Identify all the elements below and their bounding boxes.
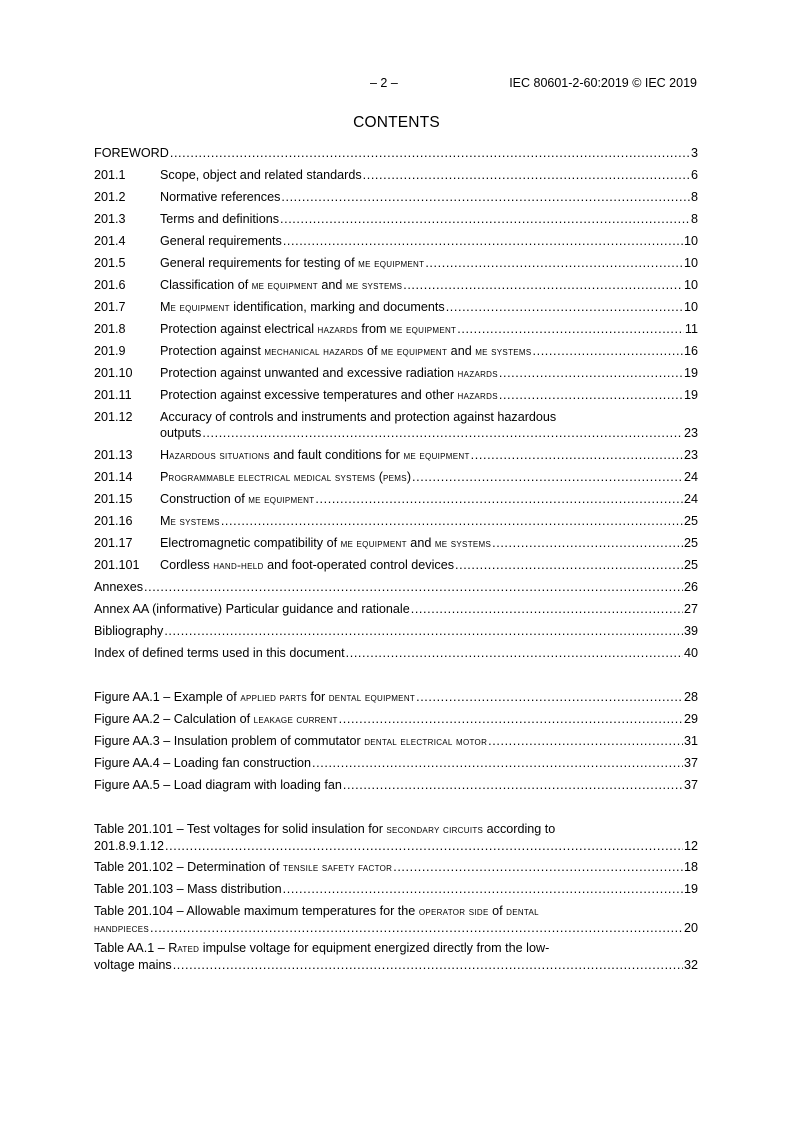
toc-entry-figure[interactable] bbox=[94, 711, 698, 728]
entry-text: identification, marking and documents bbox=[229, 300, 445, 314]
toc-entry-clause[interactable] bbox=[94, 211, 698, 227]
clause-number: 201.16 bbox=[94, 514, 133, 528]
entry-text: Annex AA (informative) Particular guidance and rationale bbox=[94, 602, 410, 616]
entry-text: M bbox=[160, 514, 171, 528]
entry-text: and fault conditions for bbox=[269, 448, 404, 462]
entry-text: and bbox=[317, 278, 346, 292]
entry-text: ) bbox=[406, 470, 412, 484]
dot-leader bbox=[281, 189, 690, 205]
page-reference: 10 bbox=[683, 278, 698, 292]
toc-entry-table[interactable] bbox=[94, 903, 698, 937]
toc-entry-clause[interactable] bbox=[94, 409, 698, 441]
page-reference: 16 bbox=[683, 344, 698, 358]
entry-text: Construction of bbox=[160, 492, 249, 506]
dot-leader bbox=[471, 447, 683, 463]
entry-text: from bbox=[357, 322, 391, 336]
defined-term: azardous situations bbox=[169, 450, 270, 462]
entry-text: General requirements bbox=[160, 234, 282, 248]
defined-term: ated bbox=[177, 943, 200, 955]
toc-entry-clause[interactable] bbox=[94, 557, 698, 574]
entry-text: P bbox=[160, 470, 169, 484]
dot-leader bbox=[446, 299, 683, 315]
toc-entry-line bbox=[94, 733, 698, 750]
entry-text: Normative references bbox=[160, 190, 281, 204]
defined-term: hazards bbox=[457, 368, 498, 380]
entry-title bbox=[160, 491, 314, 508]
dot-leader bbox=[283, 881, 683, 897]
toc-entry-line bbox=[94, 365, 698, 382]
toc-entry-clause[interactable] bbox=[94, 491, 698, 508]
page-reference: 23 bbox=[683, 448, 698, 462]
clause-number: 201.10 bbox=[94, 366, 133, 380]
clause-number: 201.15 bbox=[94, 492, 133, 506]
page-reference: 37 bbox=[683, 778, 698, 792]
entry-title bbox=[94, 645, 345, 661]
dot-leader bbox=[283, 233, 683, 249]
entry-title bbox=[160, 189, 280, 205]
toc-entry-back-matter[interactable] bbox=[94, 623, 698, 639]
toc-entry-line bbox=[94, 469, 698, 486]
entry-text: ( bbox=[375, 470, 383, 484]
dot-leader bbox=[499, 365, 683, 381]
dot-leader bbox=[488, 733, 683, 749]
toc-entry-line bbox=[94, 777, 698, 793]
page-reference: 28 bbox=[683, 690, 698, 704]
toc-entry-line bbox=[94, 755, 698, 771]
page-reference: 10 bbox=[683, 300, 698, 314]
toc-entry-clause[interactable] bbox=[94, 189, 698, 205]
clause-number: 201.101 bbox=[94, 558, 140, 572]
toc-entry-table[interactable] bbox=[94, 940, 698, 973]
entry-title bbox=[160, 513, 220, 530]
dot-leader bbox=[165, 838, 683, 854]
entry-title bbox=[94, 623, 163, 639]
dot-leader bbox=[411, 601, 683, 617]
toc-entry-clause[interactable] bbox=[94, 255, 698, 272]
entry-text: Figure AA.2 – Calculation of bbox=[94, 712, 254, 726]
defined-term: me equipment bbox=[390, 324, 457, 336]
toc-entry-clause[interactable] bbox=[94, 321, 698, 338]
dot-leader bbox=[202, 425, 683, 441]
entry-text: and foot-operated control devices bbox=[263, 558, 455, 572]
defined-term: leakage current bbox=[253, 714, 338, 726]
defined-term: me systems bbox=[434, 538, 492, 550]
entry-title bbox=[160, 211, 279, 227]
entry-text: impulse voltage for equipment energized directly from the low- bbox=[199, 941, 550, 955]
entry-title bbox=[160, 299, 445, 316]
toc-entry-line bbox=[94, 838, 698, 854]
dot-leader bbox=[164, 623, 683, 639]
entry-text: Table 201.103 – Mass distribution bbox=[94, 882, 282, 896]
toc-entry-line bbox=[94, 601, 698, 617]
entry-text: Table 201.102 – Determination of bbox=[94, 860, 284, 874]
dot-leader bbox=[315, 491, 683, 507]
page-reference: 29 bbox=[683, 712, 698, 726]
toc-entry-clause[interactable] bbox=[94, 513, 698, 530]
toc-entry-line bbox=[94, 579, 698, 595]
entry-text: Protection against electrical bbox=[160, 322, 318, 336]
clause-number: 201.9 bbox=[94, 344, 126, 358]
toc-entry-clause[interactable] bbox=[94, 535, 698, 552]
entry-title bbox=[160, 557, 454, 574]
entry-title bbox=[94, 711, 338, 728]
page-reference: 19 bbox=[683, 882, 698, 896]
toc-entry-line bbox=[94, 689, 698, 706]
toc-entry-line bbox=[94, 425, 698, 441]
entry-title bbox=[94, 859, 392, 876]
defined-term: me systems bbox=[475, 346, 532, 358]
toc-entry-back-matter[interactable] bbox=[94, 579, 698, 595]
defined-term: me equipment bbox=[403, 450, 470, 462]
page-reference: 24 bbox=[683, 492, 698, 506]
page-reference: 6 bbox=[690, 168, 698, 182]
entry-title bbox=[160, 255, 424, 272]
defined-term: me equipment bbox=[248, 494, 315, 506]
clause-number: 201.11 bbox=[94, 388, 132, 402]
entry-title bbox=[160, 233, 282, 249]
toc-entry-line bbox=[94, 920, 698, 937]
clause-number: 201.2 bbox=[94, 190, 126, 204]
defined-term: me equipment bbox=[380, 346, 448, 358]
entry-title bbox=[160, 365, 498, 382]
toc-entry-first-line bbox=[94, 903, 698, 920]
defined-term: hand-held bbox=[213, 560, 264, 572]
dot-leader bbox=[425, 255, 683, 271]
page-reference: 25 bbox=[683, 558, 698, 572]
page-reference: 27 bbox=[683, 602, 698, 616]
dot-leader bbox=[457, 321, 684, 337]
defined-term: me equipment bbox=[251, 280, 318, 292]
toc-entry-line bbox=[94, 557, 698, 574]
dot-leader bbox=[150, 920, 683, 936]
defined-term: mechanical hazards bbox=[264, 346, 364, 358]
toc-entry-figure[interactable] bbox=[94, 755, 698, 771]
entry-title bbox=[94, 755, 311, 771]
entry-title bbox=[94, 838, 164, 854]
toc-entry-clause[interactable] bbox=[94, 277, 698, 294]
entry-text: Protection against bbox=[160, 344, 265, 358]
toc-entry-line bbox=[94, 623, 698, 639]
dot-leader bbox=[363, 167, 690, 183]
page-reference: 19 bbox=[683, 388, 698, 402]
clause-number: 201.4 bbox=[94, 234, 126, 248]
page-number: – 2 – bbox=[370, 76, 398, 90]
toc-entry-figure[interactable] bbox=[94, 777, 698, 793]
toc-entry-line bbox=[94, 881, 698, 897]
toc-entry-line bbox=[94, 321, 698, 338]
entry-text: Classification of bbox=[160, 278, 252, 292]
toc-entry-first-line: Accuracy of controls and instruments and protection against hazardous bbox=[160, 410, 557, 424]
toc-entry-clause[interactable] bbox=[94, 167, 698, 183]
page-reference: 11 bbox=[684, 322, 698, 336]
entry-text: and bbox=[406, 536, 435, 550]
clause-number: 201.12 bbox=[94, 410, 133, 424]
page-reference: 24 bbox=[683, 470, 698, 484]
dot-leader bbox=[343, 777, 683, 793]
toc-entry-clause[interactable] bbox=[94, 387, 698, 404]
defined-term: dental electrical motor bbox=[364, 736, 488, 748]
toc-entry-table[interactable] bbox=[94, 859, 698, 876]
toc-entry-line bbox=[94, 343, 698, 360]
toc-entry-clause[interactable] bbox=[94, 469, 698, 486]
toc-entry-line bbox=[94, 535, 698, 552]
entry-text: of bbox=[488, 904, 507, 918]
defined-term: e equipment bbox=[170, 302, 230, 314]
entry-title bbox=[94, 920, 149, 937]
defined-term: me systems bbox=[345, 280, 403, 292]
toc-entry-table[interactable] bbox=[94, 821, 698, 854]
entry-title bbox=[94, 579, 143, 595]
toc-entry-line bbox=[94, 387, 698, 404]
entry-text: 201.8.9.1.12 bbox=[94, 839, 165, 853]
entry-title bbox=[160, 277, 402, 294]
toc-entry-line bbox=[94, 211, 698, 227]
entry-title bbox=[94, 601, 410, 617]
entry-text: Terms and definitions bbox=[160, 212, 280, 226]
page-reference: 40 bbox=[683, 646, 698, 660]
entry-text: Cordless bbox=[160, 558, 214, 572]
entry-text: Annexes bbox=[94, 580, 144, 594]
entry-text: Electromagnetic compatibility of bbox=[160, 536, 341, 550]
entry-title bbox=[160, 167, 362, 183]
page-reference: 37 bbox=[683, 756, 698, 770]
entry-text: Index of defined terms used in this document bbox=[94, 646, 345, 660]
entry-text: according to bbox=[483, 822, 556, 836]
toc-entry-foreword[interactable] bbox=[94, 145, 698, 161]
page-reference: 8 bbox=[690, 212, 698, 226]
entry-title bbox=[160, 469, 411, 486]
entry-text: Figure AA.3 – Insulation problem of commutator bbox=[94, 734, 365, 748]
entry-title bbox=[160, 321, 456, 338]
defined-term: e systems bbox=[170, 516, 220, 528]
dot-leader bbox=[346, 645, 683, 661]
toc-entry-line bbox=[94, 711, 698, 728]
dot-leader bbox=[499, 387, 683, 403]
toc-entry-line bbox=[94, 255, 698, 272]
entry-title bbox=[160, 447, 470, 464]
entry-title bbox=[94, 689, 415, 706]
entry-text: General requirements for testing of bbox=[160, 256, 359, 270]
page-reference: 10 bbox=[683, 256, 698, 270]
defined-term: dental bbox=[506, 906, 539, 918]
toc-entry-figure[interactable] bbox=[94, 733, 698, 750]
toc-entry-clause[interactable] bbox=[94, 447, 698, 464]
toc-entry-figure[interactable] bbox=[94, 689, 698, 706]
defined-term: pems bbox=[382, 472, 407, 484]
page-reference: 25 bbox=[683, 514, 698, 528]
defined-term: me equipment bbox=[358, 258, 425, 270]
entry-text: Table 201.104 – Allowable maximum temperatures for the bbox=[94, 904, 419, 918]
dot-leader bbox=[455, 557, 683, 573]
defined-term: applied parts bbox=[240, 692, 307, 704]
toc-entry-line bbox=[94, 513, 698, 530]
page-reference: 25 bbox=[683, 536, 698, 550]
dot-leader bbox=[173, 957, 683, 973]
entry-title bbox=[94, 733, 487, 750]
toc-entry-line bbox=[94, 167, 698, 183]
entry-text: Protection against excessive temperatures and other bbox=[160, 388, 458, 402]
defined-term: me equipment bbox=[340, 538, 407, 550]
page-reference: 20 bbox=[683, 921, 698, 935]
page-title: CONTENTS bbox=[353, 114, 440, 131]
page-reference: 32 bbox=[683, 958, 698, 972]
toc-entry-clause[interactable] bbox=[94, 233, 698, 249]
toc-entry-line bbox=[94, 277, 698, 294]
defined-term: dental equipment bbox=[328, 692, 416, 704]
entry-text: Scope, object and related standards bbox=[160, 168, 362, 182]
page-reference: 31 bbox=[683, 734, 698, 748]
toc-entry-clause[interactable] bbox=[94, 343, 698, 360]
clause-number: 201.3 bbox=[94, 212, 126, 226]
dot-leader bbox=[416, 689, 683, 705]
entry-text: Figure AA.5 – Load diagram with loading fan bbox=[94, 778, 342, 792]
toc-entry-line bbox=[94, 299, 698, 316]
toc-entry-line bbox=[94, 447, 698, 464]
dot-leader bbox=[144, 579, 683, 595]
clause-number: 201.13 bbox=[94, 448, 133, 462]
entry-text: Protection against unwanted and excessive radiation bbox=[160, 366, 458, 380]
toc-entry-line bbox=[94, 233, 698, 249]
entry-text: Figure AA.4 – Loading fan construction bbox=[94, 756, 312, 770]
entry-text: and bbox=[447, 344, 476, 358]
page-reference: 3 bbox=[690, 146, 698, 160]
page-reference: 10 bbox=[683, 234, 698, 248]
page-reference: 39 bbox=[683, 624, 698, 638]
entry-title bbox=[160, 535, 491, 552]
entry-title bbox=[160, 425, 201, 441]
dot-leader bbox=[412, 469, 683, 485]
clause-number: 201.1 bbox=[94, 168, 126, 182]
page-reference: 19 bbox=[683, 366, 698, 380]
dot-leader bbox=[393, 859, 683, 875]
entry-title bbox=[94, 777, 342, 793]
toc-entry-clause[interactable] bbox=[94, 299, 698, 316]
page-reference: 18 bbox=[683, 860, 698, 874]
clause-number: 201.6 bbox=[94, 278, 126, 292]
entry-text: Figure AA.1 – Example of bbox=[94, 690, 241, 704]
defined-term: operator side bbox=[418, 906, 489, 918]
toc-entry-line bbox=[94, 491, 698, 508]
defined-term: secondary circuits bbox=[386, 824, 484, 836]
defined-term: hazards bbox=[457, 390, 498, 402]
entry-title bbox=[94, 881, 282, 897]
dot-leader bbox=[312, 755, 683, 771]
toc-entry-line bbox=[94, 145, 698, 161]
clause-number: 201.7 bbox=[94, 300, 126, 314]
toc-entry-clause[interactable] bbox=[94, 365, 698, 382]
entry-text: Bibliography bbox=[94, 624, 164, 638]
page-reference: 8 bbox=[690, 190, 698, 204]
defined-term: hazards bbox=[317, 324, 358, 336]
toc-entry-line bbox=[94, 645, 698, 661]
entry-text: Table 201.101 – Test voltages for solid insulation for bbox=[94, 822, 387, 836]
clause-number: 201.14 bbox=[94, 470, 133, 484]
toc-entry-first-line bbox=[94, 940, 698, 957]
defined-term: tensile safety factor bbox=[283, 862, 393, 874]
dot-leader bbox=[339, 711, 683, 727]
document-identifier: IEC 80601-2-60:2019 © IEC 2019 bbox=[509, 76, 697, 90]
defined-term: rogrammable electrical medical systems bbox=[168, 472, 376, 484]
entry-title bbox=[160, 387, 498, 404]
entry-text: H bbox=[160, 448, 170, 462]
dot-leader bbox=[170, 145, 690, 161]
entry-text: M bbox=[160, 300, 171, 314]
clause-number: 201.8 bbox=[94, 322, 126, 336]
entry-title bbox=[94, 145, 169, 161]
toc-entry-line bbox=[94, 189, 698, 205]
page-reference: 12 bbox=[683, 839, 698, 853]
toc-entry-line bbox=[94, 957, 698, 973]
page-header bbox=[0, 76, 793, 92]
dot-leader bbox=[221, 513, 683, 529]
dot-leader bbox=[280, 211, 690, 227]
entry-text: of bbox=[363, 344, 381, 358]
entry-text: outputs bbox=[160, 426, 202, 440]
entry-title bbox=[94, 957, 172, 973]
entry-title bbox=[160, 343, 532, 360]
toc-entry-back-matter[interactable] bbox=[94, 645, 698, 661]
dot-leader bbox=[533, 343, 683, 359]
toc-entry-line bbox=[94, 859, 698, 876]
defined-term: handpieces bbox=[94, 923, 150, 935]
clause-number: 201.5 bbox=[94, 256, 126, 270]
toc-entry-back-matter[interactable] bbox=[94, 601, 698, 617]
entry-text: FOREWORD bbox=[94, 146, 169, 160]
page-reference: 26 bbox=[683, 580, 698, 594]
toc-entry-table[interactable] bbox=[94, 881, 698, 897]
entry-text: voltage mains bbox=[94, 958, 172, 972]
dot-leader bbox=[492, 535, 683, 551]
clause-number: 201.17 bbox=[94, 536, 133, 550]
toc-entry-first-line bbox=[94, 821, 698, 838]
dot-leader bbox=[403, 277, 683, 293]
page-reference: 23 bbox=[683, 426, 698, 440]
entry-text: for bbox=[307, 690, 329, 704]
entry-text: Table AA.1 – R bbox=[94, 941, 178, 955]
